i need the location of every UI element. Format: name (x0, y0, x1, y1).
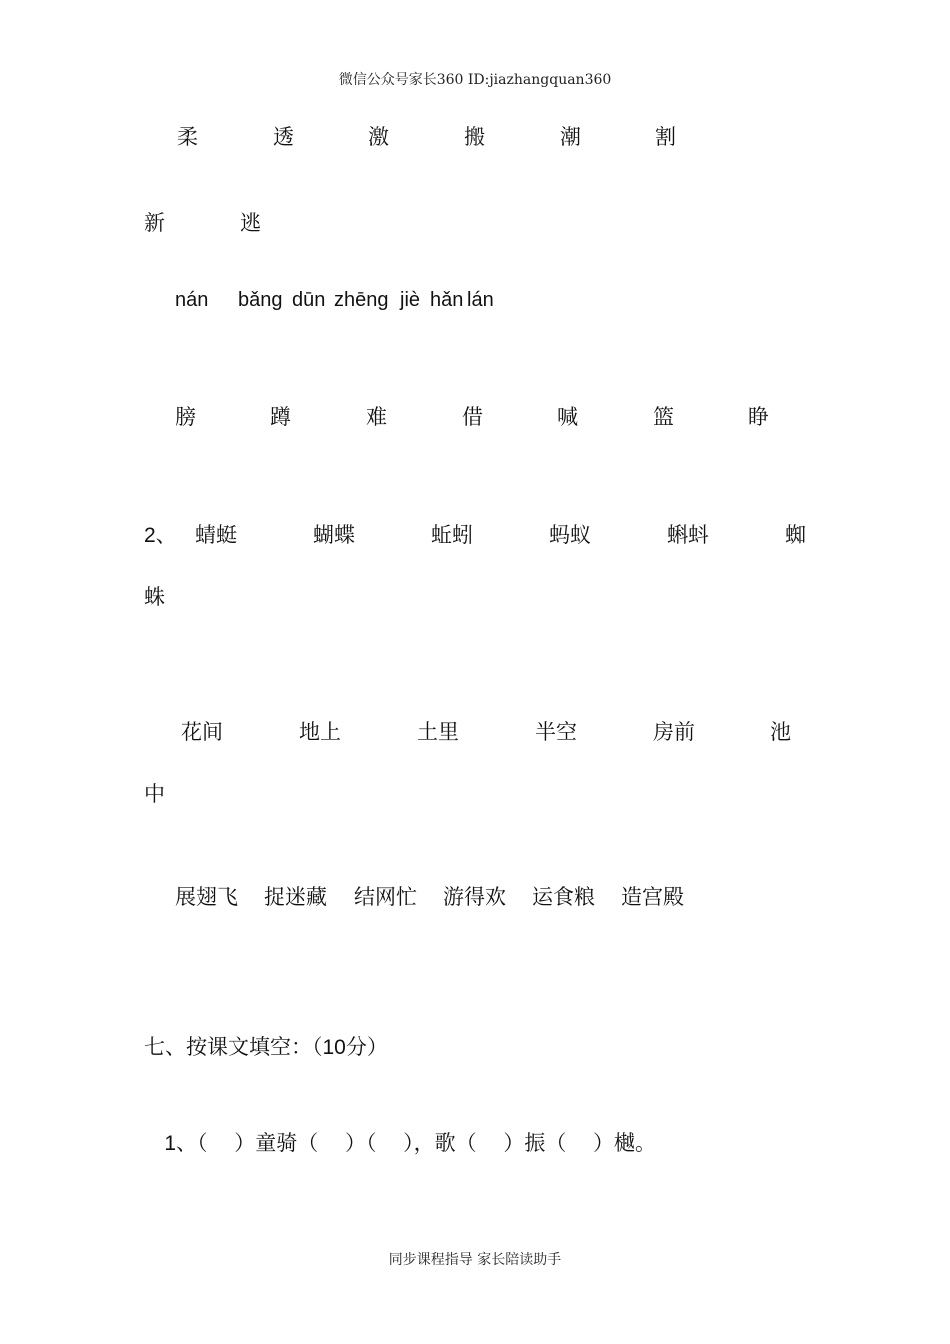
word-item: 蝌蚪 (667, 523, 709, 547)
pinyin-item: nán (175, 289, 209, 311)
section-score: 10 (322, 1036, 346, 1059)
page-footer: 同步课程指导 家长陪读助手 (388, 1252, 562, 1268)
action-item: 运食粮 (532, 885, 595, 909)
char-item: 潮 (560, 125, 581, 149)
pinyin-item: hǎn (430, 289, 464, 311)
place-item: 半空 (535, 720, 577, 744)
char-item: 喊 (557, 405, 578, 429)
word-item: 蜻蜓 (195, 523, 237, 547)
action-item: 造宫殿 (621, 885, 684, 909)
char-item: 借 (462, 405, 483, 429)
char-item: 搬 (464, 125, 485, 149)
place-item: 土里 (417, 720, 459, 744)
item-number: 1 (164, 1132, 177, 1155)
action-item: 结网忙 (354, 885, 417, 909)
char-item: 逃 (240, 211, 261, 235)
place-item: 花间 (181, 720, 223, 744)
char-item: 激 (368, 125, 389, 149)
action-item: 游得欢 (443, 885, 506, 909)
pinyin-item: lán (467, 289, 494, 311)
question-number: 2、 (144, 524, 177, 547)
char-item: 柔 (177, 125, 198, 149)
pinyin-item: jiè (400, 289, 421, 311)
item-text: 、（ ）童骑（ ）（ ），歌（ ）振（ ）樾。 (176, 1131, 657, 1155)
pinyin-item: dūn (292, 289, 326, 311)
page-header: 微信公众号家长360 ID:jiazhangquan360 (338, 72, 612, 88)
fill-in-item (151, 1112, 656, 1154)
char-item: 篮 (653, 405, 674, 429)
place-item: 地上 (299, 720, 341, 744)
pinyin-item: bǎnɡ (238, 289, 283, 311)
pinyin-item: zhēnɡ (334, 289, 389, 311)
word-item: 蜘 (785, 523, 806, 547)
section-heading (144, 1037, 388, 1058)
char-item: 割 (655, 125, 676, 149)
place-item: 池 (770, 720, 791, 744)
action-item: 展翅飞 (175, 885, 238, 909)
place-item: 中 (144, 782, 165, 806)
place-item: 房前 (653, 720, 695, 744)
word-item: 蛛 (144, 585, 165, 609)
char-item: 睁 (748, 405, 769, 429)
char-item: 新 (144, 211, 165, 235)
char-item: 膀 (175, 405, 196, 429)
action-item: 捉迷藏 (264, 885, 327, 909)
word-item: 蚂蚁 (549, 523, 591, 547)
char-item: 透 (273, 125, 294, 149)
word-item: 蚯蚓 (431, 523, 473, 547)
word-item: 蝴蝶 (313, 523, 355, 547)
section-title-end: 分） (345, 1035, 388, 1059)
section-title: 七、按课文填空：（ (144, 1035, 323, 1059)
char-item: 蹲 (270, 405, 291, 429)
char-item: 难 (366, 405, 387, 429)
